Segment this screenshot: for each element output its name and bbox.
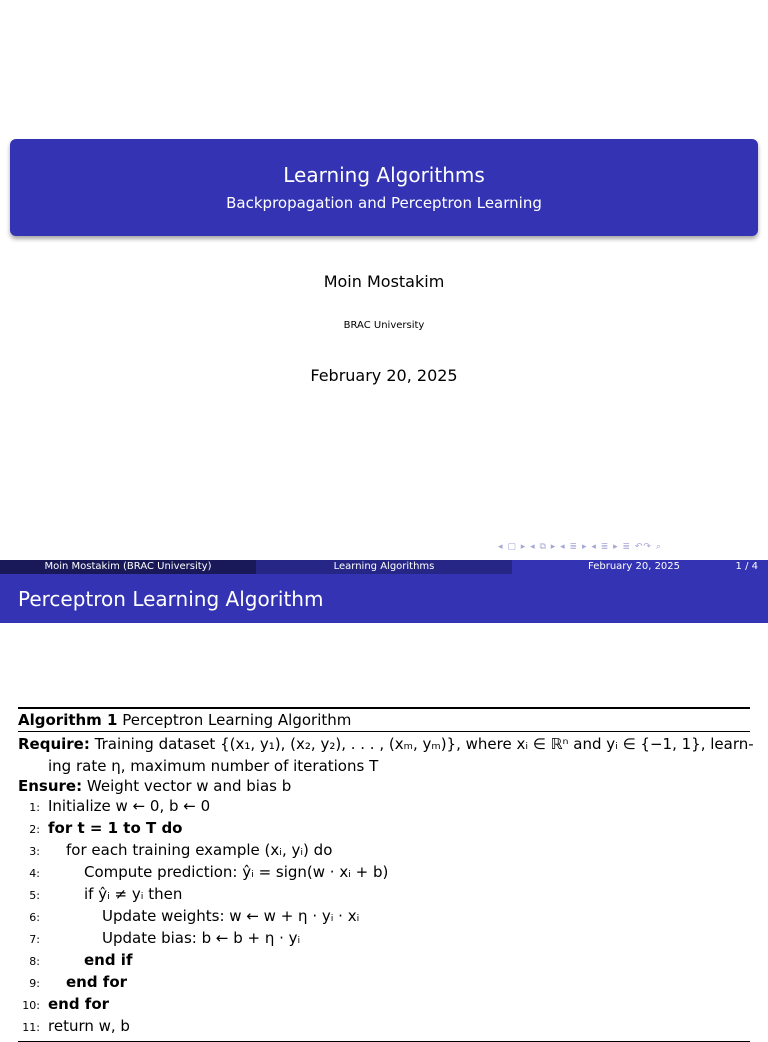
step-text: end for <box>66 973 128 991</box>
algorithm-step <box>18 994 750 1016</box>
title-block <box>10 139 758 236</box>
step-number: 11: <box>22 1021 40 1034</box>
step-text: end if <box>84 951 133 969</box>
presentation-date: February 20, 2025 <box>310 366 458 385</box>
algorithm-caption-title: Perceptron Learning Algorithm <box>122 711 352 729</box>
ensure-line <box>18 776 750 796</box>
step-number: 2: <box>29 823 40 836</box>
step-text: Compute prediction: ŷᵢ = sign(w · xᵢ + b) <box>84 863 389 881</box>
require-line <box>18 732 754 754</box>
step-number: 5: <box>29 889 40 902</box>
algorithm-step <box>18 1016 750 1038</box>
step-text: end for <box>48 995 110 1013</box>
step-text: Update weights: w ← w + η · yᵢ · xᵢ <box>102 907 360 925</box>
ensure-text: Weight vector w and bias b <box>86 777 292 795</box>
step-text: if ŷᵢ ≠ yᵢ then <box>84 885 183 903</box>
footer-author: Moin Mostakim (BRAC University) <box>0 560 256 574</box>
beamer-navigation-symbols[interactable]: ◂ ▢ ▸ ◂ ⧉ ▸ ◂ ≣ ▸ ◂ ≣ ▸ ≣ ↶↷ ⌕ <box>498 542 662 552</box>
algorithm-step <box>18 884 750 906</box>
algorithm-step <box>18 950 750 972</box>
algorithm-caption <box>18 709 750 731</box>
algorithm-step <box>18 796 750 818</box>
frame-title: Perceptron Learning Algorithm <box>18 587 324 611</box>
step-text: for t = 1 to T do <box>48 819 183 837</box>
algorithm-caption-label: Algorithm 1 <box>18 711 118 729</box>
step-number: 3: <box>29 845 40 858</box>
step-number: 8: <box>29 955 40 968</box>
presentation-subtitle: Backpropagation and Perceptron Learning <box>226 194 542 212</box>
algorithm-step <box>18 928 750 950</box>
step-number: 1: <box>29 801 40 814</box>
slide-footer <box>0 560 768 574</box>
algorithm-step <box>18 906 750 928</box>
ensure-label: Ensure: <box>18 777 83 795</box>
footer-date: February 20, 2025 <box>588 561 681 572</box>
require-line-cont <box>18 754 750 776</box>
footer-title: Learning Algorithms <box>256 560 512 574</box>
author-name: Moin Mostakim <box>323 272 445 291</box>
step-number: 6: <box>29 911 40 924</box>
presentation-title: Learning Algorithms <box>283 163 485 187</box>
algorithm-block <box>18 707 754 1042</box>
footer-page-number: 1 / 4 <box>735 561 758 572</box>
algorithm-step <box>18 818 750 840</box>
step-number: 4: <box>29 867 40 880</box>
step-text: Initialize w ← 0, b ← 0 <box>48 797 211 815</box>
step-number: 10: <box>22 999 40 1012</box>
step-number: 9: <box>29 977 40 990</box>
require-label: Require: <box>18 735 90 753</box>
algorithm-step <box>18 840 750 862</box>
step-text: Update bias: b ← b + η · yᵢ <box>102 929 301 947</box>
algorithm-step <box>18 972 750 994</box>
step-number: 7: <box>29 933 40 946</box>
institute-name: BRAC University <box>343 320 425 331</box>
require-text-1: Training dataset {(x₁, y₁), (x₂, y₂), . . . , (xₘ, yₘ)}, where xᵢ ∈ ℝⁿ and yᵢ ∈ {−1, 1}, learn- <box>94 735 754 753</box>
frame-title-bar <box>0 574 768 623</box>
require-text-2: ing rate η, maximum number of iterations T <box>48 757 379 775</box>
algorithm-step <box>18 862 750 884</box>
step-text: return w, b <box>48 1017 130 1035</box>
step-text: for each training example (xᵢ, yᵢ) do <box>66 841 333 859</box>
footer-date-page <box>512 560 768 574</box>
